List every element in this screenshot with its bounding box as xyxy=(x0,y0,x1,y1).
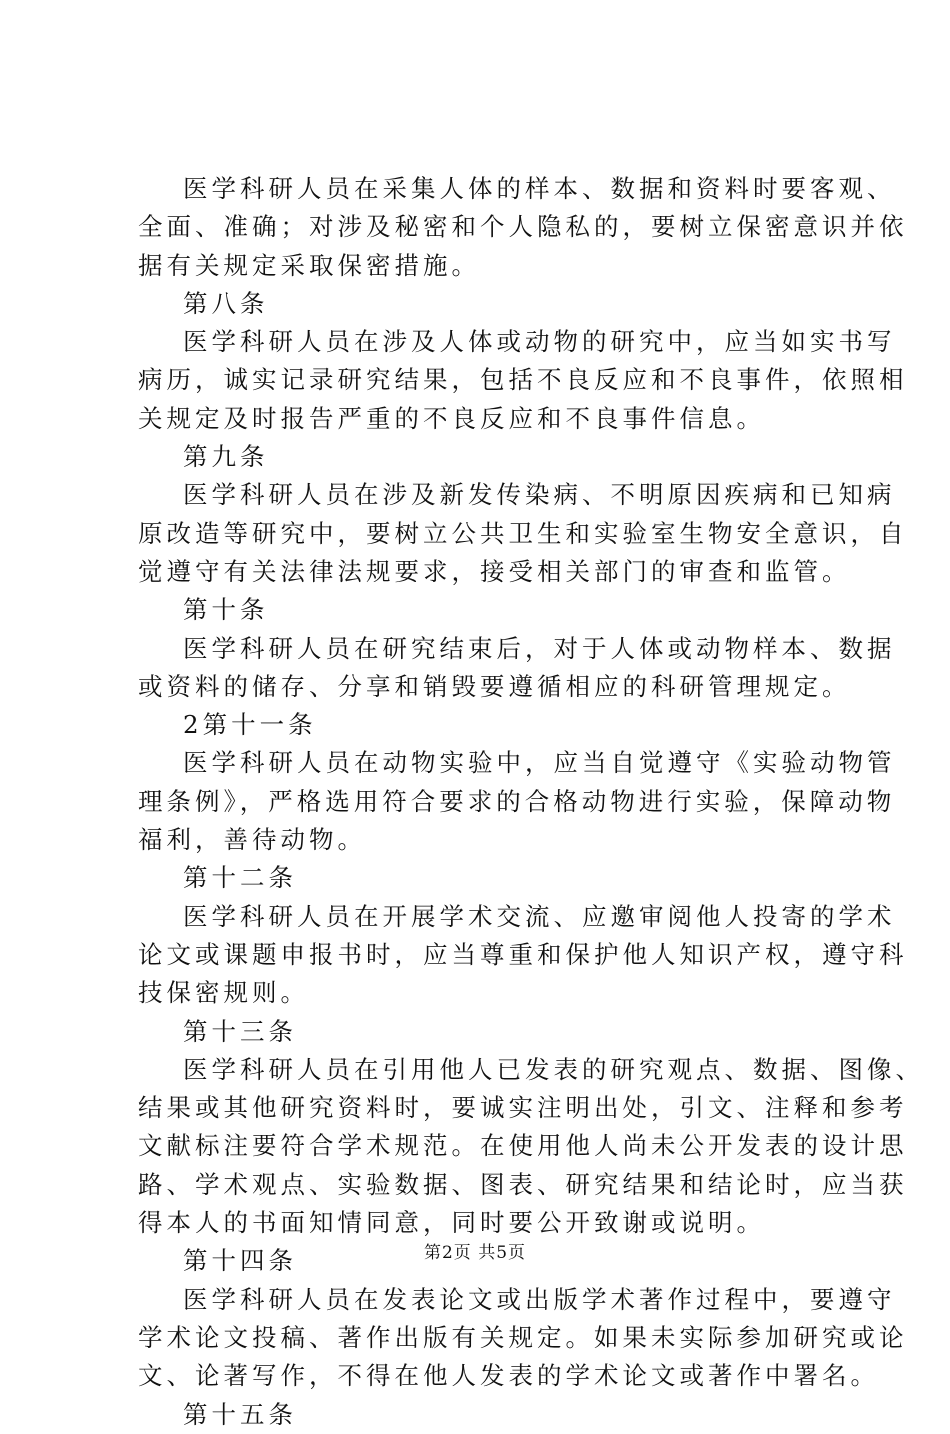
page-footer xyxy=(0,1238,950,1263)
text-line: 医学科研人员在涉及新发传染病、不明原因疾病和已知病 xyxy=(183,480,896,510)
text-line: 第九条 xyxy=(183,442,269,472)
text-line: 医学科研人员在动物实验中，应当自觉遵守《实验动物管 xyxy=(183,748,896,778)
text-line: 病历，诚实记录研究结果，包括不良反应和不良事件，依照相 xyxy=(138,365,908,395)
text-line: 关规定及时报告严重的不良反应和不良事件信息。 xyxy=(138,403,765,433)
text-line: 医学科研人员在研究结束后，对于人体或动物样本、数据 xyxy=(183,633,896,663)
text-line: 文、论著写作，不得在他人发表的学术论文或著作中署名。 xyxy=(138,1361,879,1391)
text-line: 第十四条 xyxy=(183,1246,297,1276)
text-line: 原改造等研究中，要树立公共卫生和实验室生物安全意识，自 xyxy=(138,518,908,548)
text-line: 医学科研人员在开展学术交流、应邀审阅他人投寄的学术 xyxy=(183,901,896,931)
text-line: 路、学术观点、实验数据、图表、研究结果和结论时，应当获 xyxy=(138,1169,908,1199)
text-line: 论文或课题申报书时，应当尊重和保护他人知识产权，遵守科 xyxy=(138,939,908,969)
page-number: 第2页 共5页 xyxy=(423,1243,527,1263)
text-line: 第十二条 xyxy=(183,863,297,893)
text-line: 医学科研人员在引用他人已发表的研究观点、数据、图像、 xyxy=(183,1054,924,1084)
text-line: 得本人的书面知情同意，同时要公开致谢或说明。 xyxy=(138,1208,765,1238)
text-line: 文献标注要符合学术规范。在使用他人尚未公开发表的设计思 xyxy=(138,1131,908,1161)
text-line: 觉遵守有关法律法规要求，接受相关部门的审查和监管。 xyxy=(138,556,851,586)
text-line: 福利，善待动物。 xyxy=(138,825,366,855)
text-line: 或资料的储存、分享和销毁要遵循相应的科研管理规定。 xyxy=(138,671,851,701)
text-line: 结果或其他研究资料时，要诚实注明出处，引文、注释和参考 xyxy=(138,1093,908,1123)
text-line: 医学科研人员在发表论文或出版学术著作过程中，要遵守 xyxy=(183,1284,896,1314)
text-line: 2第十一条 xyxy=(183,710,317,740)
text-line: 技保密规则。 xyxy=(138,978,309,1008)
text-line: 据有关规定采取保密措施。 xyxy=(138,250,480,280)
text-line: 医学科研人员在涉及人体或动物的研究中，应当如实书写 xyxy=(183,327,896,357)
text-line: 第八条 xyxy=(183,288,269,318)
text-line: 学术论文投稿、著作出版有关规定。如果未实际参加研究或论 xyxy=(138,1322,908,1352)
text-line: 第十三条 xyxy=(183,1016,297,1046)
text-line: 全面、准确；对涉及秘密和个人隐私的，要树立保密意识并依 xyxy=(138,212,908,242)
text-line: 第十五条 xyxy=(183,1399,297,1429)
text-line: 理条例》，严格选用符合要求的合格动物进行实验，保障动物 xyxy=(138,786,896,816)
text-line: 第十条 xyxy=(183,595,269,625)
text-line: 医学科研人员在采集人体的样本、数据和资料时要客观、 xyxy=(183,174,896,203)
